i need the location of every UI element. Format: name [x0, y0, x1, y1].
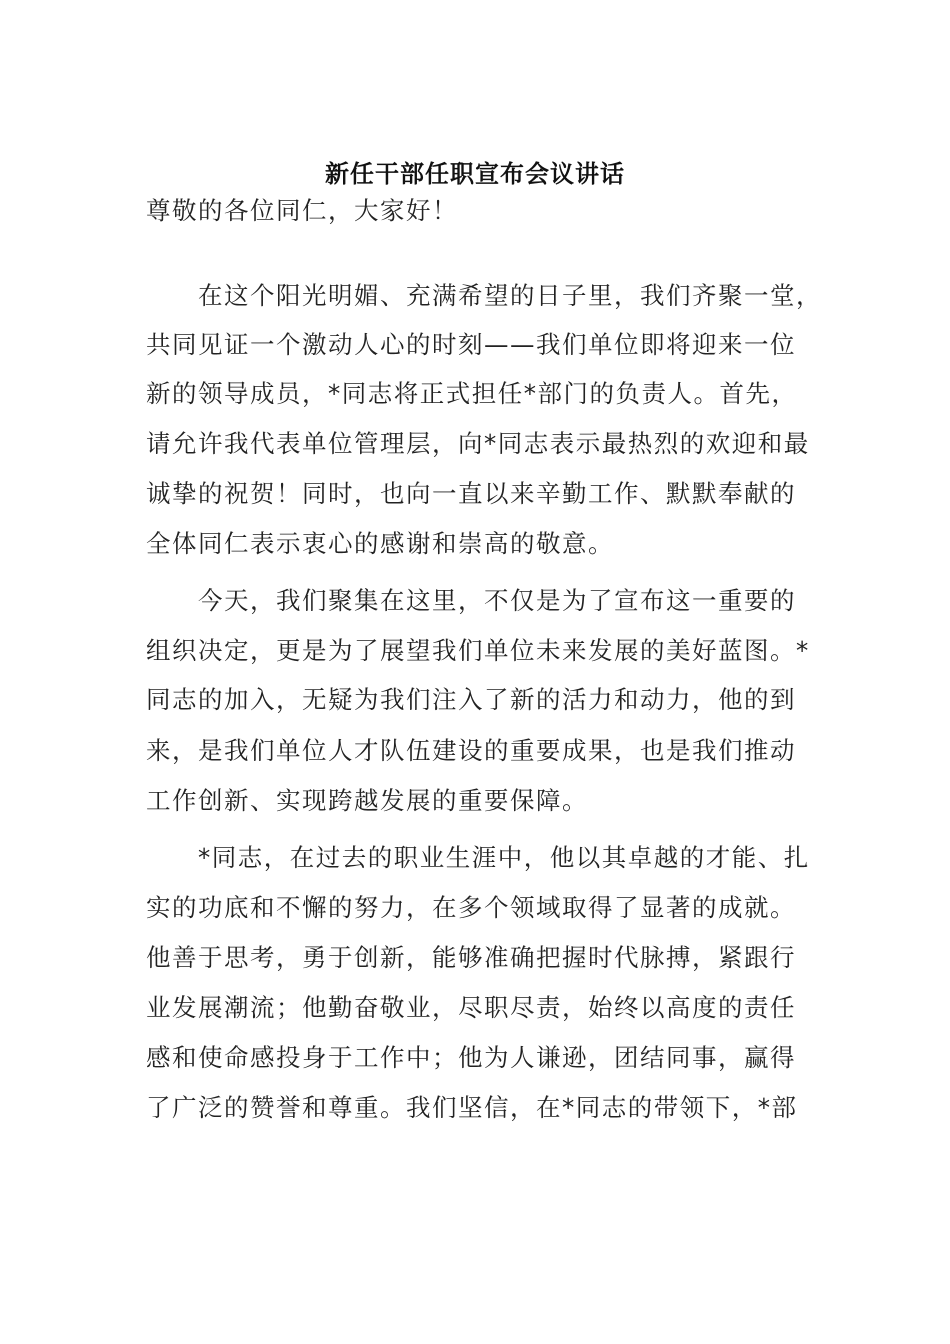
text-line: 了广泛的赞誉和尊重。我们坚信，在*同志的带领下，*部: [146, 1093, 798, 1122]
text-line: 在这个阳光明媚、充满希望的日子里，我们齐聚一堂，: [146, 281, 822, 310]
text-line: 同志的加入，无疑为我们注入了新的活力和动力，他的到: [146, 685, 796, 714]
text-line: 组织决定，更是为了展望我们单位未来发展的美好蓝图。*: [146, 636, 810, 665]
text-line: 今天，我们聚集在这里，不仅是为了宣布这一重要的: [146, 586, 796, 615]
text-line: 请允许我代表单位管理层，向*同志表示最热烈的欢迎和最: [146, 429, 810, 458]
text-line: 诚挚的祝贺！同时，也向一直以来辛勤工作、默默奉献的: [146, 479, 796, 508]
text-line: 来，是我们单位人才队伍建设的重要成果，也是我们推动: [146, 736, 796, 765]
text-line: 全体同仁表示衷心的感谢和崇高的敬意。: [146, 529, 614, 558]
text-line: 他善于思考，勇于创新，能够准确把握时代脉搏，紧跟行: [146, 943, 796, 972]
document-title: 新任干部任职宣布会议讲话: [325, 159, 625, 188]
text-line-greeting: 尊敬的各位同仁，大家好！: [146, 196, 458, 225]
text-line: 共同见证一个激动人心的时刻——我们单位即将迎来一位: [146, 330, 796, 359]
text-line: *同志，在过去的职业生涯中，他以其卓越的才能、扎: [146, 843, 810, 872]
text-line: 感和使命感投身于工作中；他为人谦逊，团结同事，赢得: [146, 1043, 796, 1072]
text-line: 业发展潮流；他勤奋敬业，尽职尽责，始终以高度的责任: [146, 993, 796, 1022]
text-line: 新的领导成员，*同志将正式担任*部门的负责人。首先，: [146, 379, 798, 408]
text-line: 实的功底和不懈的努力，在多个领域取得了显著的成就。: [146, 893, 796, 922]
text-line: 工作创新、实现跨越发展的重要保障。: [146, 786, 588, 815]
